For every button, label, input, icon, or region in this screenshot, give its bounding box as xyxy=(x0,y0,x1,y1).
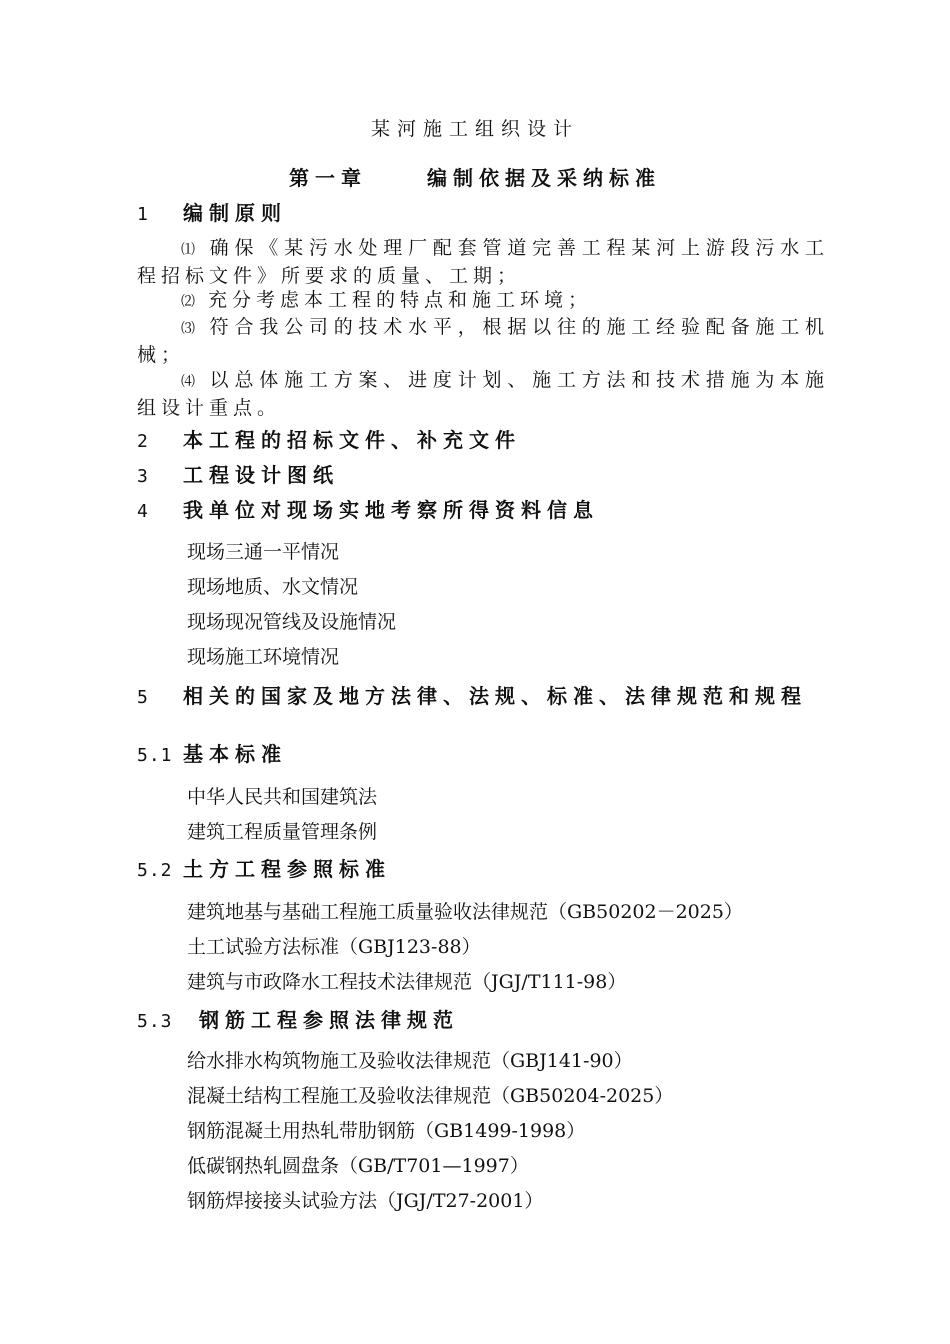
list-marker: ⑷ xyxy=(181,374,198,390)
section-title: 本工程的招标文件、补充文件 xyxy=(183,428,521,452)
list-item: 土工试验方法标准（GBJ123-88） xyxy=(187,936,481,958)
section-2-heading xyxy=(137,427,521,455)
section-title: 编制原则 xyxy=(183,201,287,225)
subsection-5-1-heading xyxy=(137,741,287,769)
document-title: 某河施工组织设计 xyxy=(370,118,579,140)
list-item: 给水排水构筑物施工及验收法律规范（GBJ141-90） xyxy=(187,1050,633,1072)
section-title: 工程设计图纸 xyxy=(183,463,339,487)
section-number: 5 xyxy=(137,687,149,708)
list-marker: ⑴ xyxy=(181,242,198,258)
list-item: 现场三通一平情况 xyxy=(187,541,340,563)
section-1-heading xyxy=(137,200,287,228)
section-number: 2 xyxy=(137,431,149,452)
section-title: 相关的国家及地方法律、法规、标准、法律规范和规程 xyxy=(183,684,807,708)
section-number: 5.2 xyxy=(137,860,173,881)
list-item: 混凝土结构工程施工及验收法律规范（GB50204-2025） xyxy=(187,1085,674,1107)
chapter-name: 编制依据及采纳标准 xyxy=(427,166,661,190)
principle-paragraph-2 xyxy=(137,287,829,315)
paragraph-text: 充分考虑本工程的特点和施工环境； xyxy=(208,289,593,311)
section-title: 钢筋工程参照法律规范 xyxy=(199,1008,459,1032)
chapter-label: 第一章 xyxy=(289,166,367,190)
list-item: 钢筋焊接接头试验方法（JGJ/T27-2001） xyxy=(187,1190,544,1212)
subsection-5-3-heading xyxy=(137,1007,459,1035)
section-number: 5.3 xyxy=(137,1011,173,1032)
section-title: 基本标准 xyxy=(183,742,287,766)
list-marker: ⑵ xyxy=(181,294,197,310)
paragraph-text: 以总体施工方案、进度计划、施工方法和技术措施为本施组设计重点。 xyxy=(137,369,830,419)
principle-paragraph-4 xyxy=(137,367,829,421)
section-number: 5.1 xyxy=(137,745,173,766)
list-item: 建筑地基与基础工程施工质量验收法律规范（GB50202－2025） xyxy=(187,901,743,923)
section-3-heading xyxy=(137,462,339,490)
section-number: 4 xyxy=(137,501,149,522)
section-4-heading xyxy=(137,497,599,525)
subsection-5-2-heading xyxy=(137,856,391,884)
list-item: 现场地质、水文情况 xyxy=(187,576,359,598)
section-number: 1 xyxy=(137,204,149,225)
principle-paragraph-3 xyxy=(137,314,829,368)
section-title: 我单位对现场实地考察所得资料信息 xyxy=(183,498,599,522)
principle-paragraph-1 xyxy=(137,235,829,289)
list-item: 建筑工程质量管理条例 xyxy=(187,821,378,843)
chapter-heading xyxy=(0,162,950,191)
section-title: 土方工程参照标准 xyxy=(183,857,391,881)
list-item: 现场施工环境情况 xyxy=(187,646,340,668)
list-item: 中华人民共和国建筑法 xyxy=(187,786,378,808)
paragraph-text: 确保《某污水处理厂配套管道完善工程某河上游段污水工程招标文件》所要求的质量、工期； xyxy=(137,237,830,287)
list-item: 低碳钢热轧圆盘条（GB/T701—1997） xyxy=(187,1155,529,1177)
list-item: 建筑与市政降水工程技术法律规范（JGJ/T111-98） xyxy=(187,971,627,993)
paragraph-text: 符合我公司的技术水平，根据以往的施工经验配备施工机械； xyxy=(137,316,830,366)
list-item: 钢筋混凝土用热轧带肋钢筋（GB1499-1998） xyxy=(187,1120,586,1142)
section-5-heading xyxy=(137,683,837,711)
list-item: 现场现况管线及设施情况 xyxy=(187,611,397,633)
section-number: 3 xyxy=(137,466,149,487)
list-marker: ⑶ xyxy=(181,321,198,337)
